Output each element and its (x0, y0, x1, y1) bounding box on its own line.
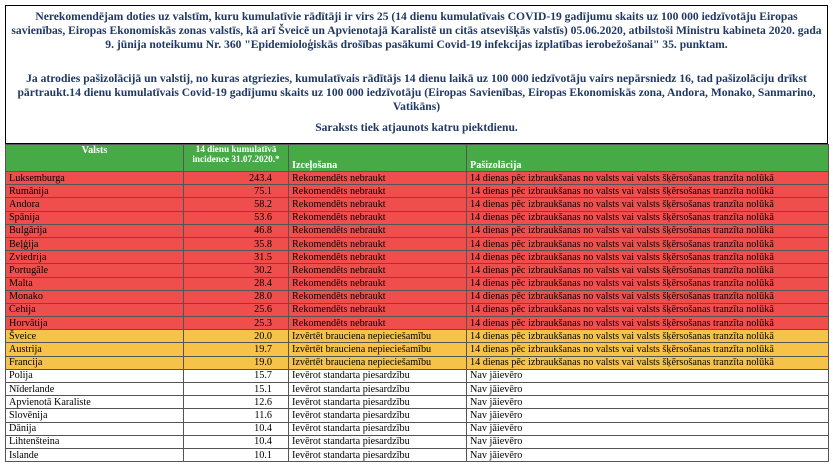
column-header-isolation: Pašizolācija (467, 145, 829, 172)
table-row (6, 383, 829, 396)
table-row (6, 198, 829, 211)
isolation-cell: 14 dienas pēc izbraukšanas no valsts vai valsts šķērsošanas tranzīta nolūkā (467, 343, 829, 356)
isolation-cell: 14 dienas pēc izbraukšanas no valsts vai valsts šķērsošanas tranzīta nolūkā (467, 317, 829, 330)
isolation-cell: 14 dienas pēc izbraukšanas no valsts vai valsts šķērsošanas tranzīta nolūkā (467, 172, 829, 185)
incidence-cell: 10.4 (184, 435, 289, 448)
isolation-cell: 14 dienas pēc izbraukšanas no valsts vai valsts šķērsošanas tranzīta nolūkā (467, 356, 829, 369)
isolation-cell: 14 dienas pēc izbraukšanas no valsts vai valsts šķērsošanas tranzīta nolūkā (467, 251, 829, 264)
incidence-cell: 19.0 (184, 356, 289, 369)
table-body (6, 172, 829, 462)
table-row (6, 172, 829, 185)
isolation-cell: 14 dienas pēc izbraukšanas no valsts vai valsts šķērsošanas tranzīta nolūkā (467, 211, 829, 224)
isolation-cell: 14 dienas pēc izbraukšanas no valsts vai valsts šķērsošanas tranzīta nolūkā (467, 330, 829, 343)
table-row (6, 290, 829, 303)
isolation-cell: Nav jāievēro (467, 396, 829, 409)
table-row (6, 211, 829, 224)
country-cell: Apvienotā Karaliste (6, 396, 184, 409)
incidence-cell: 15.1 (184, 383, 289, 396)
isolation-cell: 14 dienas pēc izbraukšanas no valsts vai valsts šķērsošanas tranzīta nolūkā (467, 290, 829, 303)
table-header-row (6, 145, 829, 172)
country-cell: Rumānija (6, 185, 184, 198)
notice-paragraph-recommendation: Nerekomendējam doties uz valstīm, kuru kumulatīvie rādītāji ir virs 25 (14 dienu kumulatīvais COVID-19 gadījumu skaits uz 100 000 iedzīvotāju Eiropas savienības, Eiropas Ekonomiskās zonas valstīs, kā arī Šveicē un Apvienotajā Karalistē un citās atsevišķās valstīs) 05.06.2020, atbilstoši Ministru kabineta 2020. gada 9. jūnija noteikumu Nr. 360 "Epidemioloģiskās drošības pasākumi Covid-19 infekcijas izplatības ierobežošanai" 35. punktam. (11, 10, 822, 51)
incidence-cell: 53.6 (184, 211, 289, 224)
notice-paragraph-update: Saraksts tiek atjaunots katru piektdienu. (315, 121, 518, 134)
isolation-cell: Nav jāievēro (467, 422, 829, 435)
table-row (6, 396, 829, 409)
isolation-cell: Nav jāievēro (467, 409, 829, 422)
table-row (6, 303, 829, 316)
table-row (6, 330, 829, 343)
table-row (6, 448, 829, 461)
country-cell: Čehija (6, 303, 184, 316)
country-cell: Šveice (6, 330, 184, 343)
column-header-incidence: 14 dienu kumulatīvā incidence 31.07.2020.* (184, 145, 289, 172)
notice-paragraph-isolation: Ja atrodies pašizolācijā un valstij, no kuras atgriezies, kumulatīvais rādītājs 14 dienu laikā uz 100 000 iedzīvotāju vairs nepārsniedz 16, tad pašizolāciju drīkst pārtraukt.14 dienu kumulatīvais Covid-19 gadījumu skaits uz 100 000 iedzīvotāju (Eiropas Savienības, Eiropas Ekonomiskās zona, Andora, Monako, Sanmarino, Vatikāns) (17, 72, 816, 113)
incidence-cell: 19.7 (184, 343, 289, 356)
travel-advice-cell: Izvērtēt brauciena nepieciešamību (289, 343, 467, 356)
table-row (6, 369, 829, 382)
incidence-cell: 28.0 (184, 290, 289, 303)
incidence-cell: 31.5 (184, 251, 289, 264)
travel-advice-cell: Ievērot standarta piesardzību (289, 369, 467, 382)
travel-advice-cell: Rekomendēts nebraukt (289, 237, 467, 250)
travel-advice-cell: Ievērot standarta piesardzību (289, 448, 467, 461)
country-cell: Malta (6, 277, 184, 290)
travel-advice-cell: Rekomendēts nebraukt (289, 251, 467, 264)
table-row (6, 317, 829, 330)
incidence-cell: 25.6 (184, 303, 289, 316)
incidence-cell: 46.8 (184, 224, 289, 237)
isolation-cell: 14 dienas pēc izbraukšanas no valsts vai valsts šķērsošanas tranzīta nolūkā (467, 303, 829, 316)
country-cell: Horvātija (6, 317, 184, 330)
incidence-cell: 15.7 (184, 369, 289, 382)
incidence-cell: 30.2 (184, 264, 289, 277)
travel-advice-cell: Ievērot standarta piesardzību (289, 409, 467, 422)
incidence-cell: 10.4 (184, 422, 289, 435)
isolation-cell: 14 dienas pēc izbraukšanas no valsts vai valsts šķērsošanas tranzīta nolūkā (467, 224, 829, 237)
travel-advice-cell: Rekomendēts nebraukt (289, 290, 467, 303)
travel-advice-cell: Izvērtēt brauciena nepieciešamību (289, 330, 467, 343)
country-cell: Islande (6, 448, 184, 461)
incidence-cell: 10.1 (184, 448, 289, 461)
country-cell: Spānija (6, 211, 184, 224)
isolation-cell: 14 dienas pēc izbraukšanas no valsts vai valsts šķērsošanas tranzīta nolūkā (467, 185, 829, 198)
travel-advice-cell: Ievērot standarta piesardzību (289, 383, 467, 396)
incidence-cell: 58.2 (184, 198, 289, 211)
country-cell: Zviedrija (6, 251, 184, 264)
table-row (6, 251, 829, 264)
travel-advice-cell: Rekomendēts nebraukt (289, 317, 467, 330)
table-row (6, 264, 829, 277)
travel-advice-cell: Rekomendēts nebraukt (289, 224, 467, 237)
table-row (6, 343, 829, 356)
table-row (6, 356, 829, 369)
travel-advice-cell: Ievērot standarta piesardzību (289, 396, 467, 409)
country-cell: Andora (6, 198, 184, 211)
country-cell: Slovēnija (6, 409, 184, 422)
document-sheet (5, 5, 828, 466)
country-risk-table (5, 144, 829, 462)
isolation-cell: Nav jāievēro (467, 448, 829, 461)
column-header-travel: Izceļošana (289, 145, 467, 172)
incidence-cell: 35.8 (184, 237, 289, 250)
country-cell: Luksemburga (6, 172, 184, 185)
incidence-cell: 28.4 (184, 277, 289, 290)
country-cell: Francija (6, 356, 184, 369)
country-cell: Portugāle (6, 264, 184, 277)
travel-advice-cell: Rekomendēts nebraukt (289, 211, 467, 224)
country-cell: Bulgārija (6, 224, 184, 237)
incidence-cell: 75.1 (184, 185, 289, 198)
travel-advice-cell: Izvērtēt brauciena nepieciešamību (289, 356, 467, 369)
isolation-cell: 14 dienas pēc izbraukšanas no valsts vai valsts šķērsošanas tranzīta nolūkā (467, 198, 829, 211)
isolation-cell: Nav jāievēro (467, 435, 829, 448)
table-row (6, 422, 829, 435)
incidence-cell: 243.4 (184, 172, 289, 185)
isolation-cell: 14 dienas pēc izbraukšanas no valsts vai valsts šķērsošanas tranzīta nolūkā (467, 237, 829, 250)
table-row (6, 185, 829, 198)
travel-advice-cell: Rekomendēts nebraukt (289, 303, 467, 316)
country-cell: Monako (6, 290, 184, 303)
table-row (6, 224, 829, 237)
table-row (6, 409, 829, 422)
travel-advice-cell: Ievērot standarta piesardzību (289, 435, 467, 448)
column-header-country: Valsts (6, 145, 184, 172)
table-row (6, 277, 829, 290)
travel-advice-cell: Rekomendēts nebraukt (289, 172, 467, 185)
isolation-cell: Nav jāievēro (467, 369, 829, 382)
isolation-cell: 14 dienas pēc izbraukšanas no valsts vai valsts šķērsošanas tranzīta nolūkā (467, 277, 829, 290)
incidence-cell: 11.6 (184, 409, 289, 422)
table-row (6, 435, 829, 448)
travel-advice-cell: Rekomendēts nebraukt (289, 198, 467, 211)
incidence-cell: 12.6 (184, 396, 289, 409)
country-cell: Dānija (6, 422, 184, 435)
country-cell: Lihtenšteina (6, 435, 184, 448)
incidence-cell: 25.3 (184, 317, 289, 330)
table-row (6, 237, 829, 250)
travel-advice-cell: Ievērot standarta piesardzību (289, 422, 467, 435)
notice-header (5, 5, 828, 144)
isolation-cell: Nav jāievēro (467, 383, 829, 396)
country-cell: Polija (6, 369, 184, 382)
incidence-cell: 20.0 (184, 330, 289, 343)
country-cell: Nīderlande (6, 383, 184, 396)
travel-advice-cell: Rekomendēts nebraukt (289, 185, 467, 198)
isolation-cell: 14 dienas pēc izbraukšanas no valsts vai valsts šķērsošanas tranzīta nolūkā (467, 264, 829, 277)
travel-advice-cell: Rekomendēts nebraukt (289, 264, 467, 277)
country-cell: Beļģija (6, 237, 184, 250)
country-cell: Austrija (6, 343, 184, 356)
travel-advice-cell: Rekomendēts nebraukt (289, 277, 467, 290)
